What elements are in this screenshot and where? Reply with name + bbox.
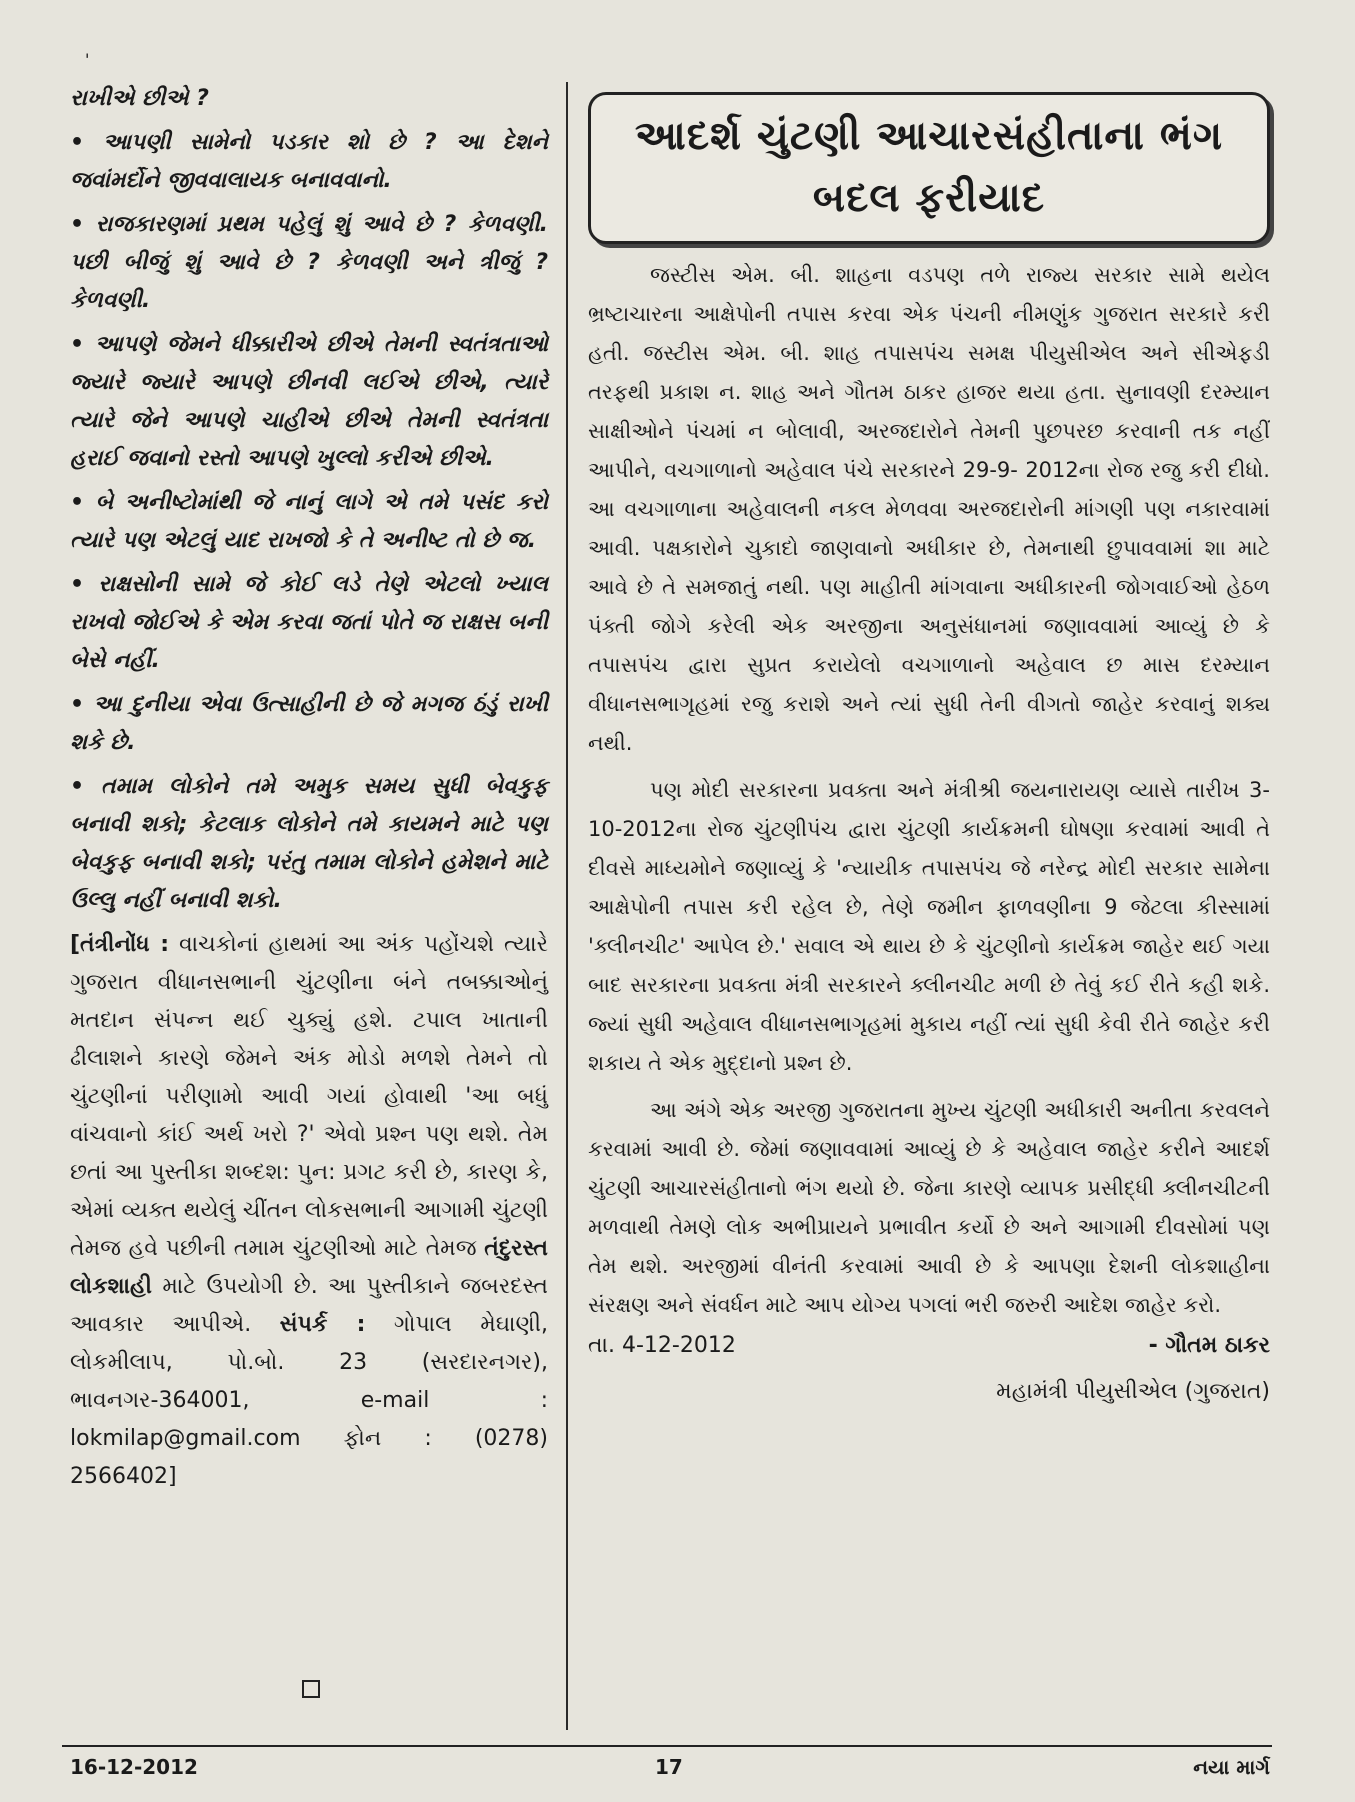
quote-item: • બે અનીષ્ટોમાંથી જે નાનું લાગે એ તમે પસંદ કરો ત્યારે પણ એટલું યાદ રાખજો કે તે અનીષ્ટ તો છે જ. bbox=[70, 490, 548, 553]
quote-item: • આપણે જેમને ધીક્કારીએ છીએ તેમની સ્વતંત્રતાઓ જ્યારે જ્યારે આપણે છીનવી લઈએ છીએ, ત્યારે ત્યારે જેને આપણે ચાહીએ છીએ તેમની સ્વતંત્રતા હરાઈ જવાનો રસ્તો આપણે ખુલ્લો કરીએ છીએ. bbox=[70, 332, 548, 471]
article-body bbox=[588, 256, 1270, 1325]
right-column bbox=[588, 92, 1270, 1411]
footer-date: 16-12-2012 bbox=[70, 1755, 198, 1779]
quote-item: • આ દુનીયા એવા ઉત્સાહીની છે જે મગજ ઠંડું રાખી શકે છે. bbox=[70, 692, 548, 755]
article-paragraph: જસ્ટીસ એમ. બી. શાહના વડપણ તળે રાજ્ય સરકાર સામે થયેલ ભ્રષ્ટાચારના આક્ષેપોની તપાસ કરવા એક પંચની નીમણુંક ગુજરાત સરકારે કરી હતી. જસ્ટીસ એમ. બી. શાહ તપાસપંચ સમક્ષ પીયુસીએલ અને સીએફડી તરફથી પ્રકાશ ન. શાહ અને ગૌતમ ઠાકર હાજર થયા હતા. સુનાવણી દરમ્યાન સાક્ષીઓને પંચમાં ન બોલાવી, અરજદારોને તેમની પુછપરછ કરવાની તક નહીં આપીને, વચગાળાનો અહેવાલ પંચે સરકારને 29-9- 2012ના રોજ રજુ કરી દીધો. આ વચગાળાના અહેવાલની નકલ મેળવવા અરજદારોની માંગણી પણ નકારવામાં આવી. પક્ષકારોને ચુકાદો જાણવાનો અધીકાર છે, તેમનાથી છુપાવવામાં શા માટે આવે છે તે સમજાતું નથી. પણ માહીતી માંગવાના અધીકારની જોગવાઈઓ હેઠળ પંક્તી જોગે કરેલી એક અરજીના અનુસંધાનમાં જણાવવામાં આવ્યું છે કે તપાસપંચ દ્વારા સુપ્રત કરાયેલો વચગાળાનો અહેવાલ છ માસ દરમ્યાન વીધાનસભાગૃહમાં રજુ કરાશે અને ત્યાં સુધી તેની વીગતો જાહેર કરવાનું શક્ય નથી. bbox=[588, 263, 1270, 755]
article-title-box bbox=[588, 92, 1270, 244]
contact-label: સંપર્ક : bbox=[279, 1312, 366, 1337]
editor-note-label: [તંત્રીનોંધ : bbox=[70, 932, 170, 957]
column-divider bbox=[566, 82, 568, 1730]
footer-rule bbox=[62, 1745, 1272, 1747]
editor-note-text-2: માટે ઉપયોગી છે. આ પુસ્તીકાને જબરદસ્ત આવકાર આપીએ. bbox=[70, 1274, 548, 1337]
quote-item: • તમામ લોકોને તમે અમુક સમય સુધી બેવકુફ બનાવી શકો; કેટલાક લોકોને તમે કાયમને માટે પણ બેવકુફ બનાવી શકો; પરંતુ તમામ લોકોને હમેશને માટે ઉલ્લુ નહીં બનાવી શકો. bbox=[70, 774, 548, 913]
page-number: 17 bbox=[655, 1755, 683, 1779]
quote-item: • રાક્ષસોની સામે જે કોઈ લડે તેણે એટલો ખ્યાલ રાખવો જોઈએ કે એમ કરવા જતાં પોતે જ રાક્ષસ બની બેસે નહીં. bbox=[70, 572, 548, 673]
editor-note-bold: તંદુરસ્ત લોકશાહી bbox=[70, 1236, 548, 1299]
article-title-line-1: આદર્શ ચુંટણી આચારસંહીતાના ભંગ bbox=[634, 113, 1224, 159]
editor-note bbox=[70, 926, 548, 1496]
left-column bbox=[70, 80, 548, 1496]
quote-item: • આપણી સામેનો પડકાર શો છે ? આ દેશને જવાંમર્દોને જીવવાલાયક બનાવવાનો. bbox=[70, 130, 548, 193]
publication-name: નયા માર્ગ bbox=[1193, 1755, 1270, 1779]
article-title-line-2: બદલ ફરીયાદ bbox=[812, 175, 1046, 221]
article-signature: - ગૌતમ ઠાકર bbox=[1148, 1333, 1270, 1358]
quote-item: • રાજકારણમાં પ્રથમ પહેલું શું આવે છે ? કેળવણી. પછી બીજું શું આવે છે ? કેળવણી અને ત્રીજું ? કેળવણી. bbox=[70, 212, 548, 313]
article-date-row bbox=[588, 1333, 1270, 1373]
stray-mark: ' bbox=[85, 50, 90, 69]
end-of-article-square-icon bbox=[302, 1680, 320, 1698]
quote-continuation: રાખીએ છીએ ? bbox=[70, 86, 209, 111]
article-paragraph: પણ મોદી સરકારના પ્રવક્તા અને મંત્રીશ્રી જયનારાયણ વ્યાસે તારીખ 3-10-2012ના રોજ ચુંટણીપંચ દ્વારા ચુંટણી કાર્યક્રમની ઘોષણા કરવામાં આવી તે દીવસે માધ્યમોને જણાવ્યું કે 'ન્યાયીક તપાસપંચ જે નરેન્દ્ર મોદી સરકાર સામેના આક્ષેપોની તપાસ કરી રહેલ છે, તેણે જમીન ફાળવણીના 9 જેટલા કીસ્સામાં 'ક્લીનચીટ' આપેલ છે.' સવાલ એ થાય છે કે ચુંટણીનો કાર્યક્રમ જાહેર થઈ ગયા બાદ સરકારના પ્રવક્તા મંત્રી સરકારને ક્લીનચીટ મળી છે તેવું કઈ રીતે કહી શકે. જ્યાં સુધી અહેવાલ વીધાનસભાગૃહમાં મુકાય નહીં ત્યાં સુધી કેવી રીતે જાહેર કરી શકાય તે એક મુદ્દાનો પ્રશ્ન છે. bbox=[588, 778, 1270, 1075]
article-paragraph: આ અંગે એક અરજી ગુજરાતના મુખ્ય ચુંટણી અધીકારી અનીતા કરવલને કરવામાં આવી છે. જેમાં જણાવવામાં આવ્યું છે કે અહેવાલ જાહેર કરીને આદર્શ ચુંટણી આચારસંહીતાનો ભંગ થયો છે. જેના કારણે વ્યાપક પ્રસીદ્ધી ક્લીનચીટની મળવાથી તેમણે લોક અભીપ્રાયને પ્રભાવીત કર્યો છે અને આગામી દીવસોમાં પણ તેમ થશે. અરજીમાં વીનંતી કરવામાં આવી છે કે આપણા દેશની લોકશાહીના સંરક્ષણ અને સંવર્ધન માટે આપ યોગ્ય પગલાં ભરી જરુરી આદેશ જાહેર કરો. bbox=[588, 1098, 1270, 1317]
editor-note-text: વાચકોનાં હાથમાં આ અંક પહોંચશે ત્યારે ગુજરાત વીધાનસભાની ચુંટણીના બંને તબક્કાઓનું મતદાન સંપન્ન થઈ ચુક્યું હશે. ટપાલ ખાતાની ઢીલાશને કારણે જેમને અંક મોડો મળશે તેમને તો ચુંટણીનાં પરીણામો આવી ગયાં હોવાથી 'આ બધું વાંચવાનો કાંઈ અર્થ ખરો ?' એવો પ્રશ્ન પણ થશે. તેમ છતાં આ પુસ્તીકા શબ્દશ: પુન: પ્રગટ કરી છે, કારણ કે, એમાં વ્યક્ત થયેલું ચીંતન લોકસભાની આગામી ચુંટણી તેમજ હવે પછીની તમામ ચુંટણીઓ માટે તેમજ bbox=[70, 932, 548, 1261]
article-date: તા. 4-12-2012 bbox=[588, 1333, 736, 1358]
author-designation: મહામંત્રી પીયુસીએલ (ગુજરાત) bbox=[996, 1379, 1270, 1404]
contact-text: ગોપાલ મેઘાણી, લોકમીલાપ, પો.બો. 23 (સરદારનગર), ભાવનગર-364001, e-mail : lokmilap@gmail.com ફોન : (0278) 2566402] bbox=[70, 1312, 548, 1489]
